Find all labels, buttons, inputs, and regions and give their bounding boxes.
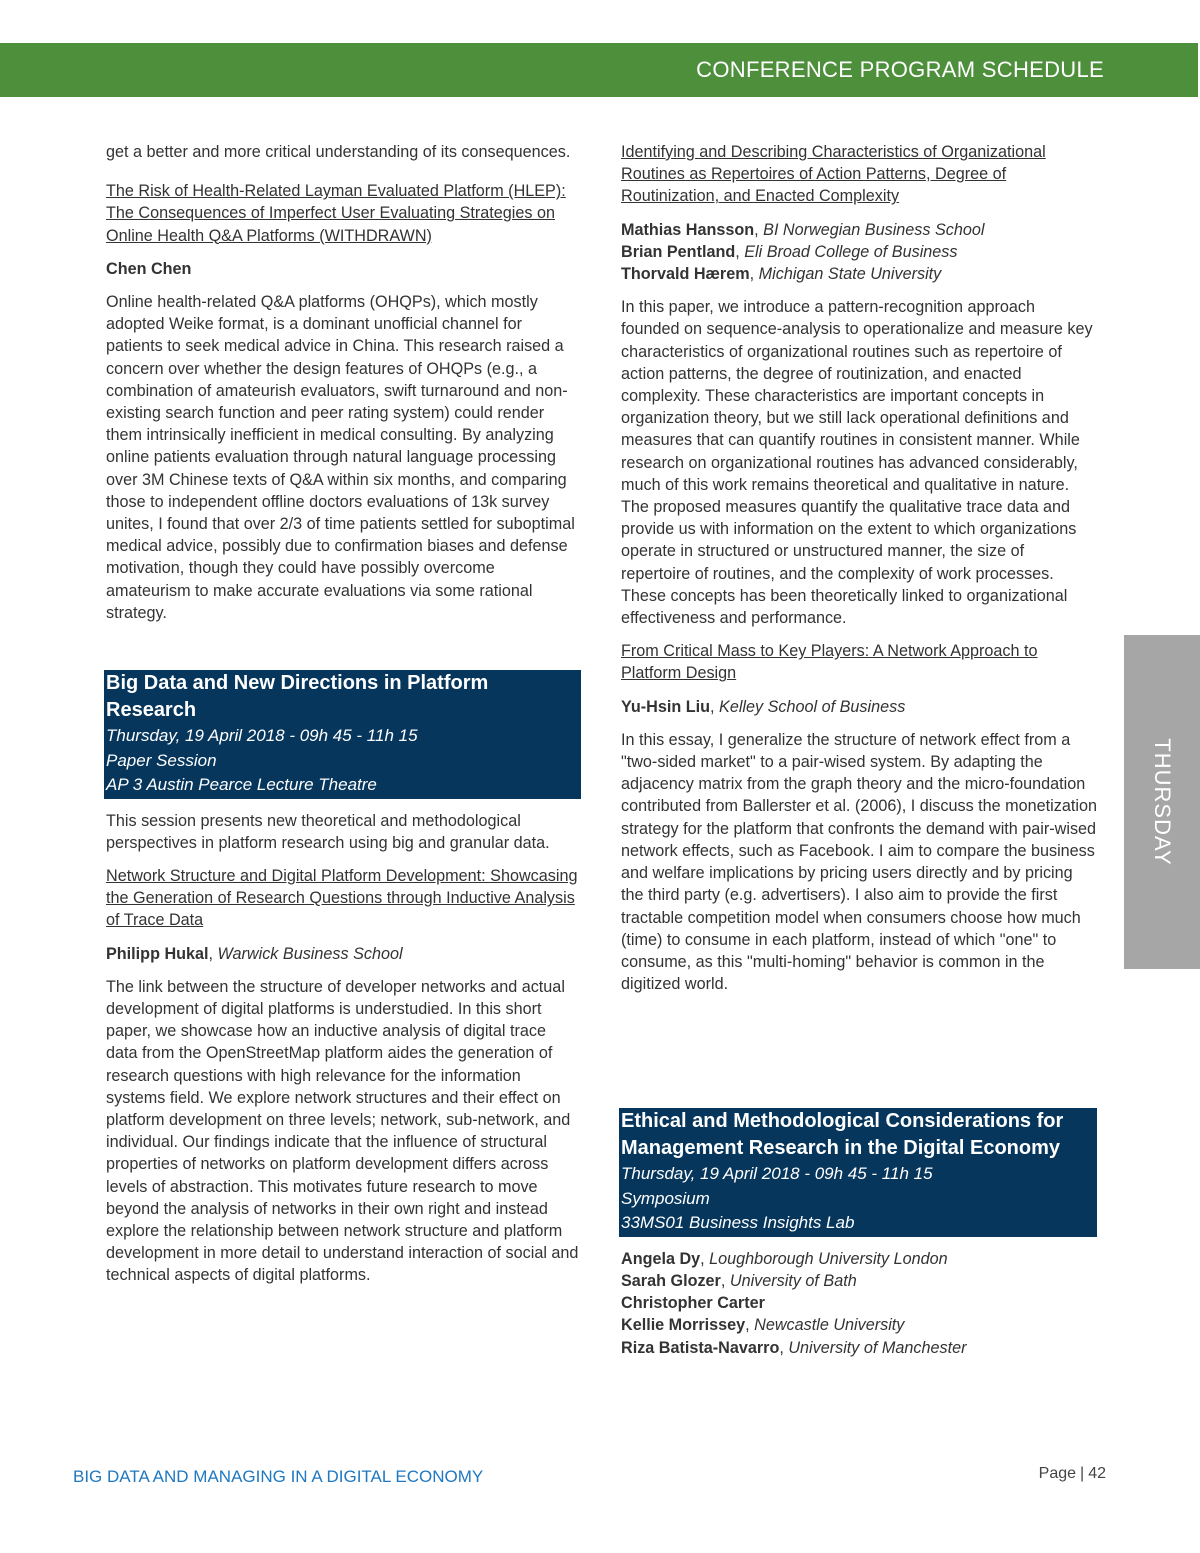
paper-abstract: The link between the structure of developer networks and actual development of digital platforms is understudied. In this short paper, we showcase how an inductive analysis of digital trace data from the OpenStreetMap platform aides the generation of research questions with high relevance for the information systems field. We explore network structures and their effect on platform development on three levels; network, sub-network, and individual. Our findings indicate that the influence of structural properties of networks on platform development differs across levels of abstraction. This motivates future research to move beyond the analysis of networks in their own right and instead explore the relationship between network structure and platform development in more detail to understand interaction of social and technical aspects of digital platforms. (106, 977, 579, 1285)
author-affiliation: University of Manchester (788, 1338, 967, 1357)
paper-abstract: In this essay, I generalize the structure of network effect from a "two-sided market" to a pair-wised system. By adapting the adjacency matrix from the graph theory and the micro-foundation contributed from Ballerster et al. (2006), I discuss the monetization strategy for the platform that confronts the demand with pair-wised network effects, such as Facebook. I aim to compare the business and welfare implications by pricing users directly and by pricing the third party (e.g. advertisers). I also aim to provide the first tractable competition model when consumers choose how much (time) to consume in each platform, instead of which "one" to consume, as this "multi-homing" behavior is common in the digitized world. (621, 730, 1097, 994)
author-affiliation: Eli Broad College of Business (744, 242, 958, 261)
session-header-box (104, 670, 581, 799)
author-name: Thorvald Hærem (621, 265, 750, 284)
session-location: 33MS01 Business Insights Lab (621, 1213, 855, 1233)
page-header-title: CONFERENCE PROGRAM SCHEDULE (696, 57, 1104, 82)
author-name: Sarah Glozer (621, 1272, 721, 1291)
right-column (621, 141, 1097, 1370)
intro-text: get a better and more critical understanding of its consequences. (106, 143, 571, 161)
paper-author-line: Philipp Hukal, Warwick Business School (106, 944, 403, 963)
author-affiliation: Newcastle University (754, 1316, 905, 1335)
paper-title-link[interactable]: Network Structure and Digital Platform Development: Showcasing the Generation of Research Questions through Inductive Analysis of Trace Data (106, 866, 578, 930)
session-header-box (619, 1108, 1097, 1237)
author-line (621, 1292, 1097, 1314)
paper-title-link[interactable]: Identifying and Describing Characteristics of Organizational Routines as Repertoires of Action Patterns, Degree of Routinization, and Enacted Complexity (621, 143, 1046, 206)
header-bar (0, 43, 1198, 97)
paper-author-line: Yu-Hsin Liu, Kelley School of Business (621, 697, 906, 716)
author-name: Angela Dy (621, 1249, 701, 1268)
paper-author: Chen Chen (106, 259, 192, 278)
author-name: Kellie Morrissey (621, 1316, 746, 1335)
author-name: Riza Batista-Navarro (621, 1338, 780, 1357)
author-affiliation: Loughborough University London (709, 1249, 948, 1268)
author-affiliation: Michigan State University (758, 265, 942, 284)
author-line: Thorvald Hærem, Michigan State University (621, 265, 942, 284)
author-line: Riza Batista-Navarro, University of Manchester (621, 1338, 967, 1357)
session-date: Thursday, 19 April 2018 - 09h 45 - 11h 15 (106, 726, 418, 746)
author-line: Mathias Hansson, BI Norwegian Business School (621, 220, 985, 239)
page-label: Page (1038, 1465, 1077, 1482)
footer-conference-title: BIG DATA AND MANAGING IN A DIGITAL ECONOMY (73, 1467, 484, 1486)
author-name: Christopher Carter (621, 1294, 765, 1313)
author-name: Philipp Hukal (106, 944, 209, 963)
session-description: This session presents new theoretical and methodological perspectives in platform research using big and granular data. (106, 811, 550, 852)
session-type: Paper Session (106, 750, 217, 770)
paper-abstract: In this paper, we introduce a pattern-recognition approach founded on sequence-analysis to operationalize and measure key characteristics of organizational routines such as repertoire of action patterns, the degree of routinization, and enacted complexity. These characteristics are important concepts in organization theory, but we still lack operational definitions and measures that can quantify routines in consistent manner. While research on organizational routines has advanced considerably, much of this work remains theoretical and qualitative in nature. The proposed measures quantify the qualitative trace data and provide us with information on the extent to which organizations operate in structured or unstructured manner, the size of repertoire of routines, and the complexity of work processes. These concepts has been theoretically linked to organizational effectiveness and performance. (621, 298, 1093, 628)
left-column (106, 141, 581, 1298)
session-title: Ethical and Methodological Considerations for Management Research in the Digital Economy (621, 1110, 1064, 1160)
author-name: Yu-Hsin Liu (621, 697, 711, 716)
page-separator: | (1080, 1465, 1085, 1482)
day-side-tab-label: THURSDAY (1150, 738, 1175, 866)
author-line: Sarah Glozer, University of Bath (621, 1272, 857, 1291)
session-location: AP 3 Austin Pearce Lecture Theatre (106, 775, 377, 795)
session-date: Thursday, 19 April 2018 - 09h 45 - 11h 15 (621, 1164, 933, 1184)
paper-title-link[interactable]: From Critical Mass to Key Players: A Network Approach to Platform Design (621, 642, 1038, 683)
author-line: Brian Pentland, Eli Broad College of Business (621, 242, 958, 261)
page-number: 42 (1088, 1465, 1106, 1482)
author-list (621, 219, 1097, 286)
session-title: Big Data and New Directions in Platform Research (106, 672, 489, 722)
author-name: Brian Pentland (621, 242, 736, 261)
author-affiliation: Warwick Business School (217, 944, 403, 963)
author-affiliation: BI Norwegian Business School (763, 220, 985, 239)
author-name: Mathias Hansson (621, 220, 755, 239)
footer-page-number (1039, 1465, 1106, 1483)
day-side-tab (1124, 635, 1200, 969)
author-line: Angela Dy, Loughborough University London (621, 1249, 948, 1268)
author-affiliation: Kelley School of Business (719, 697, 906, 716)
paper-title-link[interactable]: The Risk of Health-Related Layman Evaluated Platform (HLEP): The Consequences of Imperfect User Evaluating Strategies on Online Health Q&A Platforms (WITHDRAWN) (106, 182, 566, 245)
paper-abstract: Online health-related Q&A platforms (OHQPs), which mostly adopted Weike format, is a dominant unofficial channel for patients to seek medical advice in China. This research raised a concern over whether the design features of OHQPs (e.g., a combination of amateurish evaluators, swift turnaround and non-existing search function and peer rating system) could render them intrinsically inefficient in medical consulting. By analyzing online patients evaluation through natural language processing over 3M Chinese texts of Q&A within six months, and comparing those to independent offline doctors evaluations of 13k survey unites, I found that over 2/3 of time patients settled for suboptimal medical advice, possibly due to confirmation biases and defense motivation, though they could have possibly overcome amateurism to make accurate evaluations via some rational strategy. (106, 293, 575, 622)
session-type: Symposium (621, 1188, 710, 1208)
author-list (621, 1248, 1097, 1359)
author-affiliation: University of Bath (729, 1272, 857, 1291)
author-line: Kellie Morrissey, Newcastle University (621, 1316, 905, 1335)
